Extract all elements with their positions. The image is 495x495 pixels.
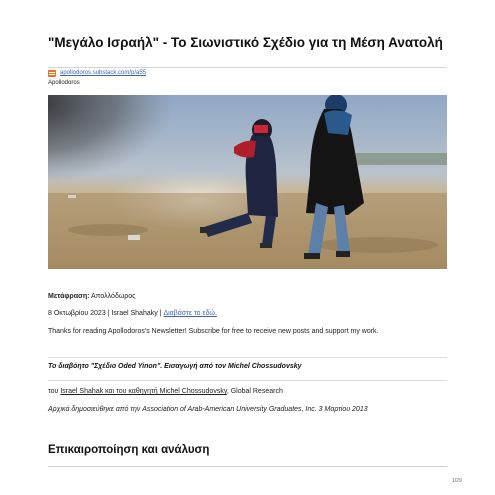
source-link[interactable]: apollodoros.substack.com/p/a55 bbox=[60, 70, 147, 76]
date-line bbox=[48, 309, 217, 319]
hero-photo bbox=[48, 95, 447, 269]
document-heading: Το διαβόητο "Σχέδιο Oded Yinon". Εισαγωγή από τον Michel Chossudovsky bbox=[48, 363, 302, 370]
divider bbox=[48, 380, 447, 381]
source-row bbox=[48, 68, 146, 78]
article-title: "Μεγάλο Ισραήλ" - Το Σιωνιστικό Σχέδιο για τη Μέση Ανατολή bbox=[48, 35, 443, 50]
substack-icon bbox=[48, 70, 56, 77]
translation-value: Απολλόδωρος bbox=[91, 293, 136, 300]
byline-prefix: του bbox=[48, 388, 61, 395]
original-publication-note: Αρχικά δημοσιεύθηκε από την Association of Arab-American University Graduates, Inc. 3 Μαρτίου 2013 bbox=[48, 406, 368, 413]
translation-label: Μετάφραση: bbox=[48, 293, 90, 300]
divider bbox=[48, 466, 447, 467]
page-number: 1/29 bbox=[452, 478, 462, 484]
byline bbox=[48, 387, 283, 397]
byline-authors-link[interactable]: Israel Shahak και του καθηγητή Michel Chossudovsky bbox=[60, 388, 227, 395]
translation-line bbox=[48, 292, 136, 302]
author-name: Apollodoros bbox=[48, 80, 80, 86]
divider bbox=[48, 357, 447, 358]
date-text: 8 Οκτωβρίου 2023 | Israel Shahaky | bbox=[48, 310, 164, 317]
newsletter-thanks: Thanks for reading Apollodoros's Newsletter! Subscribe for free to receive new posts and support my work. bbox=[48, 328, 379, 335]
read-here-link[interactable]: Διαβάστε το εδώ. bbox=[163, 310, 217, 317]
byline-suffix: , Global Research bbox=[226, 388, 283, 395]
section-heading: Επικαιροποίηση και ανάλυση bbox=[48, 444, 210, 456]
